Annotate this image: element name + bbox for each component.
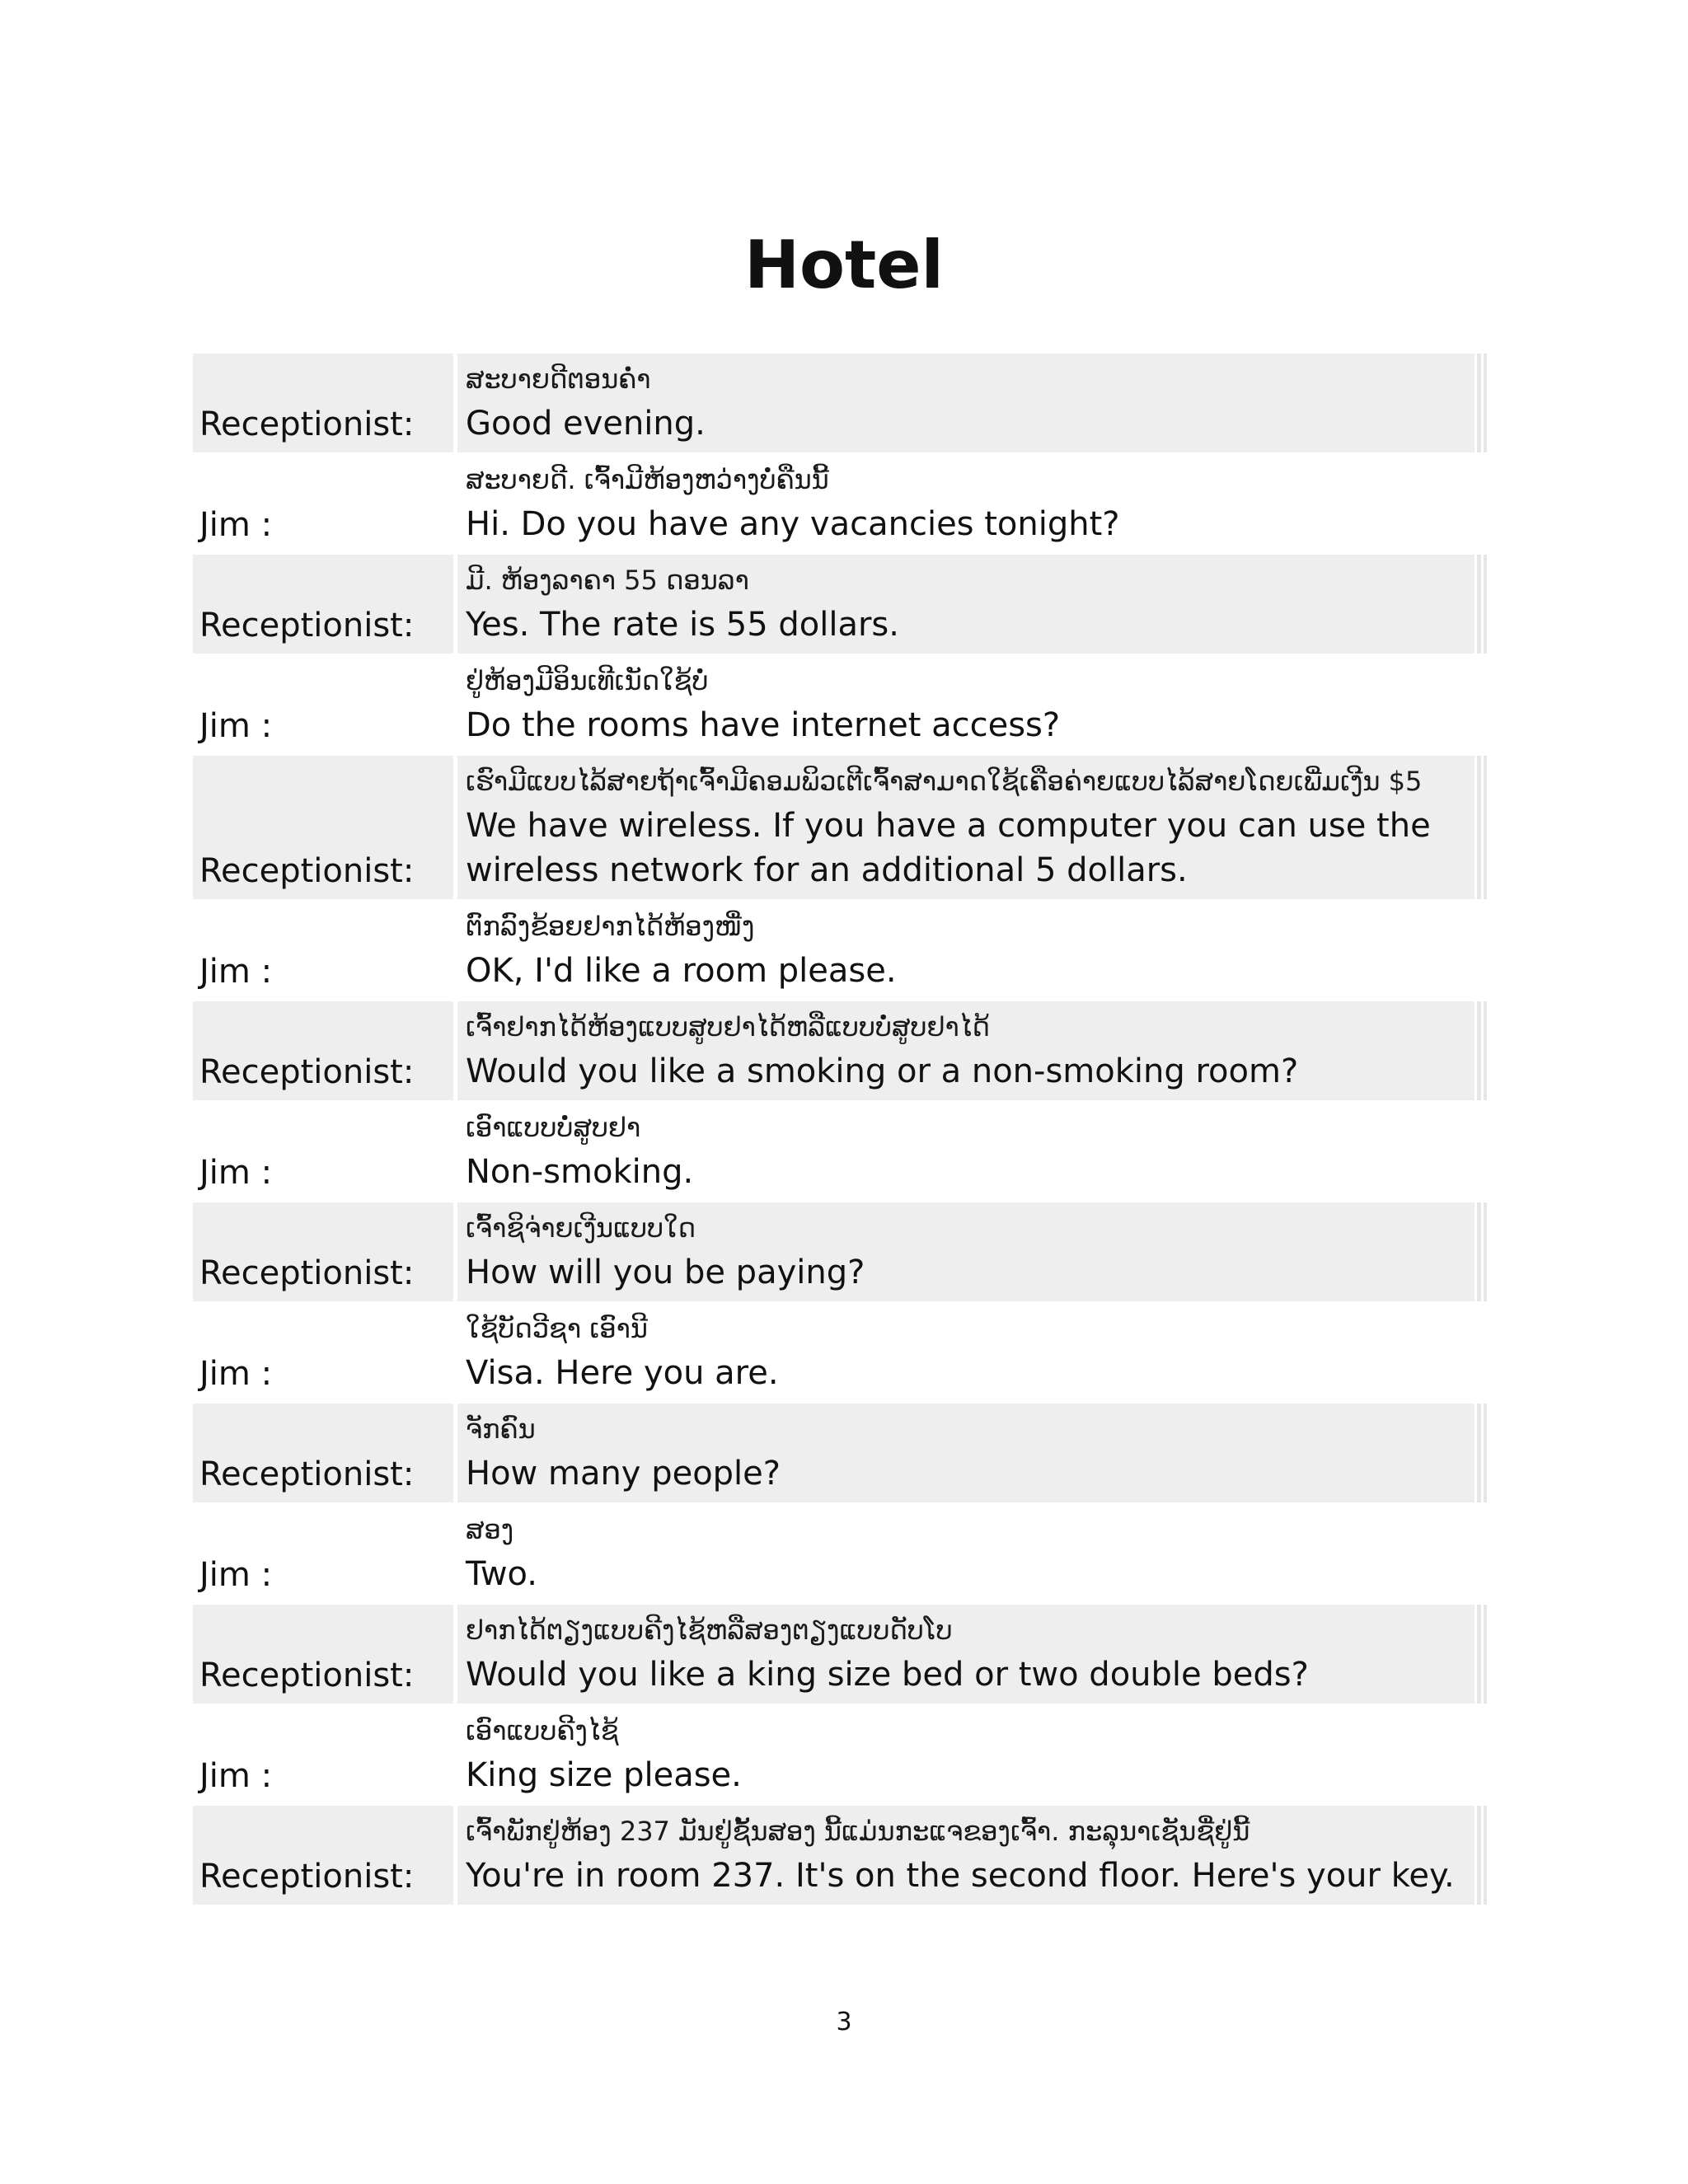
dialogue-row	[193, 1705, 1492, 1804]
speaker-label: Receptionist:	[193, 1605, 453, 1704]
dialogue-row	[193, 1806, 1492, 1905]
speaker-label: Jim :	[199, 953, 273, 991]
dialogue-line	[457, 1001, 1471, 1100]
dialogue-line	[457, 1202, 1471, 1301]
lao-text: ຈັກຄົນ	[466, 1413, 536, 1446]
speaker-label: Receptionist:	[193, 756, 453, 899]
row-gutter	[1471, 1102, 1492, 1201]
dialogue-row	[193, 454, 1492, 553]
lao-text: ເອົາແບບບໍ່ສູບຢາ	[466, 1112, 641, 1144]
english-text: You're in room 237. It's on the second floor. Here's your key.	[466, 1857, 1455, 1895]
row-gutter	[1471, 555, 1492, 654]
dialogue-line	[457, 555, 1471, 654]
english-text: Non-smoking.	[466, 1153, 694, 1191]
row-gutter	[1471, 1504, 1492, 1603]
dialogue-line	[457, 1605, 1471, 1704]
speaker-label: Jim :	[199, 506, 273, 544]
dialogue-row	[193, 1202, 1492, 1301]
dialogue-row	[193, 1001, 1492, 1100]
dialogue-line	[457, 901, 1471, 1000]
row-gutter	[1471, 1001, 1492, 1100]
lao-text: ສອງ	[466, 1514, 514, 1546]
english-text: Two.	[466, 1555, 538, 1593]
dialogue-row	[193, 1404, 1492, 1502]
dialogue-row	[193, 756, 1492, 899]
row-gutter	[1471, 1705, 1492, 1804]
dialogue-row	[193, 354, 1492, 452]
lao-text: ເຈົ້າພັກຢູ່ຫ້ອງ 237 ມັນຢູ່ຊັ້ນສອງ ນີ້ແມ່ນກະແຈຂອງເຈົ້າ. ກະລຸນາເຊັນຊື່ຢູ່ນີ້	[466, 1816, 1250, 1848]
dialogue-row	[193, 555, 1492, 654]
page-number: 3	[836, 2008, 852, 2036]
row-gutter	[1471, 1605, 1492, 1704]
dialogue-row	[193, 655, 1492, 754]
lao-text: ເອົາແບບຄີງໄຊ້	[466, 1715, 619, 1747]
lao-text: ໃຊ້ບັດວີຊາ ເອົານີ	[466, 1313, 648, 1345]
row-gutter	[1471, 1404, 1492, 1502]
lao-text: ຕົກລົງຂ້ອຍຢາກໄດ້ຫ້ອງໜື່ງ	[466, 911, 755, 943]
speaker-label: Jim :	[199, 1355, 273, 1393]
speaker-label: Receptionist:	[193, 555, 453, 654]
speaker-label: Jim :	[199, 707, 273, 745]
speaker-label: Receptionist:	[193, 1001, 453, 1100]
dialogue-row	[193, 1605, 1492, 1704]
english-text: Yes. The rate is 55 dollars.	[466, 606, 899, 644]
english-text: We have wireless. If you have a computer you can use the wireless network for an additional 5 dollars.	[466, 807, 1431, 889]
english-text: Hi. Do you have any vacancies tonight?	[466, 505, 1120, 543]
speaker-label: Jim :	[199, 1154, 273, 1192]
row-gutter	[1471, 354, 1492, 452]
speaker-label: Receptionist:	[193, 1202, 453, 1301]
dialogue-table	[193, 354, 1492, 1906]
lao-text: ເຮົາມີແບບໄລ້ສາຍຖ້າເຈົ້າມີຄອມພິວເຕີເຈົ້າສາມາດໃຊ້ເຄືອຄ່າຍແບບໄລ້ສາຍໂດຍເພີ່ມເງີນ $5	[466, 766, 1423, 798]
speaker-label: Jim :	[199, 1757, 273, 1795]
english-text: How many people?	[466, 1455, 781, 1493]
english-text: Do the rooms have internet access?	[466, 706, 1061, 744]
dialogue-line	[457, 1102, 1471, 1201]
english-text: King size please.	[466, 1756, 742, 1794]
row-gutter	[1471, 655, 1492, 754]
dialogue-row	[193, 1102, 1492, 1201]
dialogue-line	[457, 1806, 1471, 1905]
speaker-label: Receptionist:	[193, 1806, 453, 1905]
row-gutter	[1471, 1806, 1492, 1905]
lao-text: ຢູ່ຫ້ອງມີອິນເທີເນັດໃຊ້ບໍ່	[466, 665, 709, 697]
row-gutter	[1471, 901, 1492, 1000]
dialogue-line	[457, 655, 1471, 754]
lao-text: ຢາກໄດ້ຕຽງແບບຄີງໄຊ້ຫລືສອງຕຽງແບບດັບໂບ	[466, 1615, 953, 1647]
dialogue-line	[457, 454, 1471, 553]
dialogue-line	[457, 1504, 1471, 1603]
lao-text: ເຈົ້າຊິຈ່າຍເງີນແບບໃດ	[466, 1212, 696, 1244]
speaker-label: Receptionist:	[193, 354, 453, 452]
dialogue-line	[457, 1303, 1471, 1402]
row-gutter	[1471, 454, 1492, 553]
row-gutter	[1471, 1202, 1492, 1301]
dialogue-line	[457, 354, 1471, 452]
dialogue-row	[193, 1303, 1492, 1402]
dialogue-line	[457, 756, 1471, 899]
row-gutter	[1471, 1303, 1492, 1402]
dialogue-row	[193, 1504, 1492, 1603]
lao-text: ສະບາຍດີ. ເຈົ້າມີຫ້ອງຫວ່າງບໍ່ຄືນນີ້	[466, 464, 829, 496]
dialogue-line	[457, 1705, 1471, 1804]
dialogue-row	[193, 901, 1492, 1000]
english-text: Visa. Here you are.	[466, 1354, 779, 1392]
english-text: Would you like a smoking or a non-smoking room?	[466, 1052, 1299, 1090]
english-text: OK, I'd like a room please.	[466, 952, 897, 990]
english-text: Would you like a king size bed or two double beds?	[466, 1656, 1309, 1694]
dialogue-line	[457, 1404, 1471, 1502]
english-text: Good evening.	[466, 405, 706, 443]
lao-text: ສະບາຍດີຕອນຄ່ຳ	[466, 363, 651, 396]
speaker-label: Jim :	[199, 1556, 273, 1594]
page-title: Hotel	[744, 227, 944, 303]
speaker-label: Receptionist:	[193, 1404, 453, 1502]
row-gutter	[1471, 756, 1492, 899]
lao-text: ມີ. ຫ້ອງລາຄາ 55 ດອນລາ	[466, 565, 749, 597]
english-text: How will you be paying?	[466, 1254, 865, 1291]
lao-text: ເຈົ້າຢາກໄດ້ຫ້ອງແບບສູບຢາໄດ້ຫລືແບບບໍ່ສູບຢາໄດ້	[466, 1011, 990, 1043]
